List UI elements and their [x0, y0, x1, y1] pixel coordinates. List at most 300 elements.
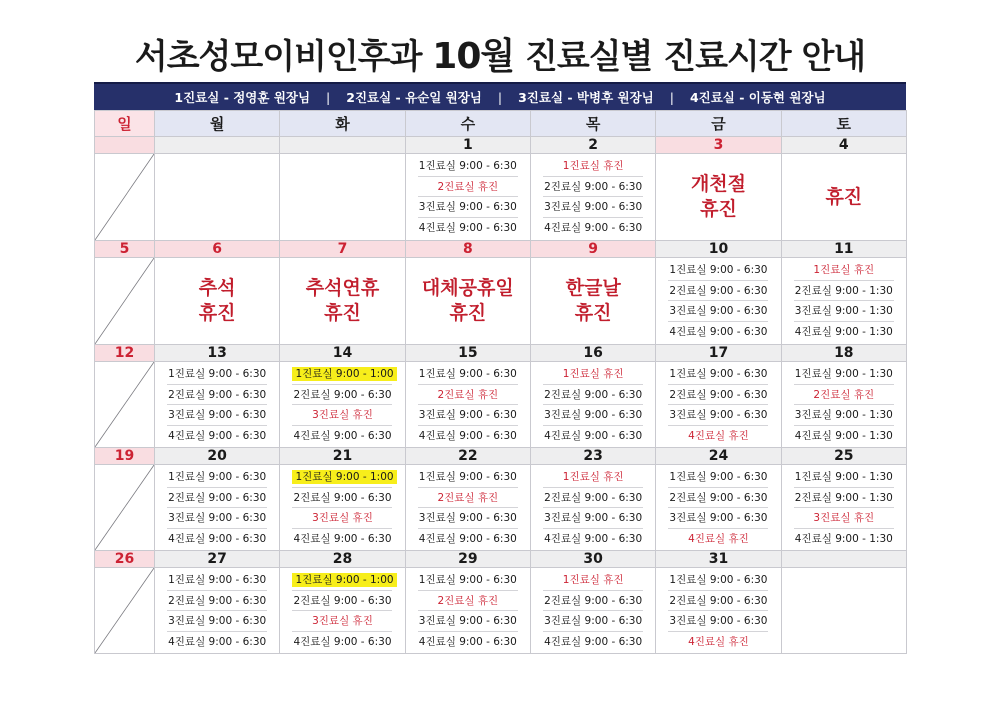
room-hours-text: 2진료실 휴진	[437, 180, 499, 193]
room-hours-line	[292, 529, 392, 550]
week-row	[95, 258, 907, 345]
room-hours-line	[794, 426, 894, 447]
room-hours-line	[794, 281, 894, 302]
room-hours-line	[167, 467, 267, 488]
room-hours-text: 1진료실 휴진	[562, 368, 624, 380]
room-hours-line	[167, 426, 267, 447]
day-cell	[405, 258, 530, 345]
day-cell	[95, 258, 155, 345]
room-hours-line	[292, 591, 392, 612]
day-number: 27	[155, 551, 280, 568]
date-number-row	[95, 448, 907, 465]
room-hours-text: 4진료실 9:00 - 6:30	[418, 221, 517, 234]
room-closed-line	[794, 385, 894, 406]
day-number: 13	[155, 345, 280, 362]
day-cell	[155, 465, 280, 551]
room-hours-text: 4진료실 9:00 - 6:30	[544, 532, 643, 545]
doctor-room-2: 2진료실 - 유순일 원장님	[346, 90, 482, 105]
holiday-text: 휴진	[198, 302, 236, 324]
day-number	[781, 551, 906, 568]
holiday-text: 휴진	[700, 198, 737, 220]
room-schedule-list	[656, 568, 780, 652]
room-hours-line	[794, 529, 894, 550]
room-hours-line	[418, 467, 518, 488]
day-cell	[405, 568, 530, 654]
room-hours-text: 1진료실 9:00 - 6:30	[168, 574, 267, 586]
room-hours-text: 4진료실 9:00 - 6:30	[544, 429, 643, 442]
day-cell	[656, 362, 781, 448]
diagonal-line	[95, 465, 154, 550]
room-hours-line	[418, 197, 518, 218]
room-hours-text: 4진료실 9:00 - 6:30	[168, 532, 267, 545]
room-hours-line	[668, 364, 768, 385]
room-hours-line	[292, 364, 392, 385]
room-hours-text: 1진료실 휴진	[562, 574, 624, 586]
week-row	[95, 465, 907, 551]
room-hours-line	[418, 508, 518, 529]
room-hours-line	[292, 426, 392, 447]
room-hours-text: 2진료실 9:00 - 6:30	[544, 491, 643, 504]
weekday-mon: 월	[155, 111, 280, 137]
room-schedule-list	[782, 465, 906, 549]
room-hours-line	[668, 570, 768, 591]
room-schedule-list	[406, 568, 530, 652]
room-hours-text: 3진료실 9:00 - 6:30	[669, 305, 768, 317]
room-hours-text: 3진료실 9:00 - 6:30	[418, 512, 517, 524]
room-hours-line	[543, 385, 643, 406]
diagonal-slash-icon	[95, 568, 154, 653]
room-hours-line	[668, 508, 768, 529]
doctor-room-1: 1진료실 - 정영훈 원장님	[174, 90, 311, 105]
day-cell	[656, 258, 781, 345]
room-hours-line	[418, 405, 518, 426]
room-hours-line	[167, 385, 267, 406]
day-number: 10	[656, 241, 781, 258]
room-hours-text: 1진료실 9:00 - 6:30	[669, 368, 768, 380]
room-hours-text: 1진료실 휴진	[813, 264, 875, 276]
room-schedule-list	[406, 362, 530, 446]
holiday-notice	[155, 258, 279, 344]
page-title	[0, 28, 1000, 79]
room-hours-text: 1진료실 9:00 - 6:30	[168, 368, 267, 380]
room-schedule-list	[280, 362, 404, 446]
room-hours-text: 2진료실 휴진	[813, 388, 875, 401]
room-hours-text: 4진료실 9:00 - 6:30	[293, 532, 392, 545]
holiday-text: 한글날	[565, 277, 621, 299]
room-closed-line	[794, 508, 894, 529]
room-schedule-list	[155, 465, 279, 549]
day-number: 15	[405, 345, 530, 362]
room-hours-text: 4진료실 9:00 - 1:30	[794, 325, 893, 338]
date-number-row	[95, 345, 907, 362]
room-hours-line	[543, 611, 643, 632]
day-number: 5	[95, 241, 155, 258]
day-number: 24	[656, 448, 781, 465]
room-hours-line	[167, 405, 267, 426]
room-hours-text: 4진료실 9:00 - 6:30	[544, 221, 643, 234]
room-hours-text: 2진료실 9:00 - 1:30	[794, 284, 893, 297]
room-hours-line	[794, 301, 894, 322]
week-row	[95, 154, 907, 241]
room-hours-text: 2진료실 9:00 - 6:30	[544, 180, 643, 193]
diagonal-slash-icon	[95, 154, 154, 240]
room-hours-line	[167, 488, 267, 509]
room-hours-text: 4진료실 9:00 - 6:30	[293, 429, 392, 442]
room-hours-text: 1진료실 9:00 - 1:00	[292, 573, 396, 587]
room-hours-text: 2진료실 휴진	[437, 491, 499, 504]
room-hours-text: 3진료실 9:00 - 6:30	[168, 512, 267, 524]
room-hours-line	[794, 488, 894, 509]
room-hours-text: 4진료실 9:00 - 1:30	[794, 532, 893, 545]
holiday-text: 개천절	[690, 173, 746, 195]
room-hours-text: 2진료실 9:00 - 6:30	[669, 388, 768, 401]
room-hours-text: 1진료실 9:00 - 1:00	[292, 367, 396, 381]
room-schedule-list	[155, 568, 279, 652]
day-number: 11	[781, 241, 906, 258]
holiday-text: 휴진	[825, 185, 863, 208]
room-hours-text: 3진료실 9:00 - 6:30	[418, 201, 517, 213]
day-number: 8	[405, 241, 530, 258]
room-hours-line	[418, 218, 518, 239]
room-hours-line	[543, 508, 643, 529]
holiday-notice	[531, 258, 655, 344]
room-hours-line	[418, 529, 518, 550]
room-hours-text: 2진료실 9:00 - 6:30	[293, 594, 392, 607]
holiday-notice	[406, 258, 530, 344]
room-hours-line	[167, 632, 267, 653]
room-hours-line	[418, 570, 518, 591]
day-cell	[155, 568, 280, 654]
holiday-text: 추석	[198, 277, 236, 299]
day-cell	[781, 568, 906, 654]
day-cell	[405, 465, 530, 551]
room-hours-text: 4진료실 9:00 - 6:30	[168, 429, 267, 442]
room-hours-text: 1진료실 9:00 - 1:00	[292, 470, 396, 484]
day-cell	[155, 258, 280, 345]
room-schedule-list	[782, 258, 906, 342]
week-row	[95, 568, 907, 654]
weekday-sun: 일	[95, 111, 155, 137]
room-hours-text: 2진료실 9:00 - 6:30	[293, 491, 392, 504]
room-hours-text: 1진료실 휴진	[562, 471, 624, 483]
weekday-wed: 수	[405, 111, 530, 137]
room-hours-text: 2진료실 9:00 - 6:30	[168, 594, 267, 607]
weekday-sat: 토	[781, 111, 906, 137]
room-hours-text: 4진료실 9:00 - 6:30	[168, 635, 267, 648]
room-schedule-list	[280, 465, 404, 549]
day-cell	[405, 154, 530, 241]
room-hours-text: 3진료실 9:00 - 6:30	[544, 512, 643, 524]
room-hours-text: 4진료실 9:00 - 1:30	[794, 429, 893, 442]
diagonal-line	[95, 362, 154, 447]
diagonal-line	[95, 568, 154, 653]
room-schedule-list	[531, 465, 655, 549]
room-hours-line	[418, 364, 518, 385]
room-hours-text: 1진료실 9:00 - 6:30	[418, 574, 517, 586]
day-number: 26	[95, 551, 155, 568]
room-hours-line	[668, 611, 768, 632]
room-schedule-list	[656, 465, 780, 549]
room-hours-text: 4진료실 9:00 - 6:30	[418, 532, 517, 545]
holiday-text: 휴진	[449, 302, 487, 324]
room-closed-line	[543, 570, 643, 591]
room-hours-text: 1진료실 9:00 - 6:30	[669, 574, 768, 586]
room-hours-text: 3진료실 휴진	[312, 409, 373, 421]
room-hours-text: 1진료실 9:00 - 6:30	[168, 471, 267, 483]
day-cell	[280, 362, 405, 448]
room-hours-text: 4진료실 휴진	[688, 635, 749, 648]
diagonal-slash-icon	[95, 465, 154, 550]
room-closed-line	[794, 260, 894, 281]
diagonal-line	[95, 154, 154, 240]
room-hours-text: 3진료실 9:00 - 1:30	[794, 305, 893, 317]
room-hours-text: 1진료실 9:00 - 6:30	[418, 368, 517, 380]
separator: |	[326, 89, 331, 105]
day-number: 21	[280, 448, 405, 465]
weekday-fri: 금	[656, 111, 781, 137]
title-suffix: 진료실별 진료시간 안내	[525, 37, 866, 77]
day-cell	[95, 362, 155, 448]
room-schedule-list	[280, 568, 404, 652]
day-cell	[95, 568, 155, 654]
room-hours-line	[167, 529, 267, 550]
room-closed-line	[543, 467, 643, 488]
room-hours-line	[668, 405, 768, 426]
day-number: 1	[405, 137, 530, 154]
room-schedule-list	[531, 568, 655, 652]
diagonal-slash-icon	[95, 362, 154, 447]
room-hours-text: 4진료실 9:00 - 6:30	[544, 635, 643, 648]
room-closed-line	[668, 426, 768, 447]
day-cell	[155, 154, 280, 241]
room-schedule-list	[531, 362, 655, 446]
room-hours-line	[668, 260, 768, 281]
diagonal-slash-icon	[95, 258, 154, 344]
room-schedule-list	[155, 362, 279, 446]
day-cell	[280, 465, 405, 551]
room-closed-line	[292, 508, 392, 529]
room-hours-line	[292, 488, 392, 509]
room-schedule-list	[406, 465, 530, 549]
room-hours-text: 1진료실 9:00 - 6:30	[669, 471, 768, 483]
room-hours-line	[292, 632, 392, 653]
room-hours-line	[794, 322, 894, 343]
room-hours-text: 3진료실 9:00 - 6:30	[669, 409, 768, 421]
room-hours-text: 1진료실 9:00 - 6:30	[418, 471, 517, 483]
day-number: 12	[95, 345, 155, 362]
day-cell	[530, 258, 655, 345]
room-hours-text: 2진료실 휴진	[437, 594, 499, 607]
calendar-body	[95, 137, 907, 654]
day-number: 23	[530, 448, 655, 465]
room-hours-line	[543, 426, 643, 447]
day-number: 16	[530, 345, 655, 362]
room-schedule-list	[656, 362, 780, 446]
room-hours-line	[668, 281, 768, 302]
room-hours-text: 2진료실 9:00 - 6:30	[544, 594, 643, 607]
day-number: 2	[530, 137, 655, 154]
day-number: 30	[530, 551, 655, 568]
day-cell	[781, 465, 906, 551]
room-hours-text: 2진료실 9:00 - 6:30	[669, 594, 768, 607]
room-hours-text: 2진료실 9:00 - 6:30	[293, 388, 392, 401]
room-hours-line	[543, 529, 643, 550]
room-hours-line	[668, 322, 768, 343]
room-closed-line	[418, 591, 518, 612]
room-hours-line	[292, 570, 392, 591]
day-number: 14	[280, 345, 405, 362]
holiday-notice	[656, 154, 780, 240]
room-hours-line	[543, 405, 643, 426]
room-hours-text: 3진료실 9:00 - 6:30	[544, 615, 643, 627]
day-number: 3	[656, 137, 781, 154]
room-hours-line	[167, 611, 267, 632]
room-hours-text: 1진료실 9:00 - 1:30	[794, 368, 893, 380]
day-cell	[95, 465, 155, 551]
day-number: 9	[530, 241, 655, 258]
room-hours-text: 3진료실 9:00 - 6:30	[669, 615, 768, 627]
room-closed-line	[418, 385, 518, 406]
room-hours-line	[167, 570, 267, 591]
room-hours-text: 3진료실 휴진	[312, 512, 373, 524]
day-number	[95, 137, 155, 154]
day-number: 25	[781, 448, 906, 465]
room-hours-line	[543, 177, 643, 198]
room-closed-line	[418, 177, 518, 198]
doctor-room-3: 3진료실 - 박병후 원장님	[518, 90, 654, 105]
room-hours-text: 2진료실 9:00 - 6:30	[669, 284, 768, 297]
room-hours-line	[668, 301, 768, 322]
room-hours-line	[668, 488, 768, 509]
week-row	[95, 362, 907, 448]
weekday-thu: 목	[530, 111, 655, 137]
day-cell	[656, 568, 781, 654]
separator: |	[497, 89, 503, 105]
room-schedule-list	[782, 362, 906, 446]
date-number-row	[95, 137, 907, 154]
holiday-notice	[782, 154, 906, 240]
day-cell	[656, 465, 781, 551]
calendar-table	[94, 110, 907, 654]
diagonal-line	[95, 258, 154, 344]
holiday-text: 휴진	[324, 302, 361, 324]
day-cell	[781, 362, 906, 448]
room-hours-text: 3진료실 휴진	[813, 512, 875, 524]
day-cell	[781, 258, 906, 345]
room-hours-text: 3진료실 9:00 - 6:30	[168, 615, 267, 627]
day-number: 29	[405, 551, 530, 568]
holiday-text: 추석연휴	[305, 277, 380, 299]
room-hours-text: 2진료실 9:00 - 6:30	[669, 491, 768, 504]
day-cell	[656, 154, 781, 241]
room-schedule-list	[531, 154, 655, 238]
room-closed-line	[292, 611, 392, 632]
room-closed-line	[418, 488, 518, 509]
doctor-room-4: 4진료실 - 이동현 원장님	[689, 90, 826, 105]
room-hours-text: 3진료실 9:00 - 6:30	[544, 201, 643, 213]
day-number: 6	[155, 241, 280, 258]
room-hours-text: 1진료실 9:00 - 6:30	[669, 264, 768, 276]
room-hours-text: 1진료실 휴진	[562, 160, 624, 172]
room-hours-line	[668, 467, 768, 488]
room-hours-line	[794, 364, 894, 385]
room-hours-text: 4진료실 휴진	[688, 532, 749, 545]
room-hours-text: 3진료실 9:00 - 6:30	[168, 409, 267, 421]
room-hours-line	[418, 611, 518, 632]
day-cell	[530, 568, 655, 654]
doctor-banner	[94, 82, 906, 110]
room-closed-line	[543, 156, 643, 177]
day-number: 18	[781, 345, 906, 362]
room-hours-text: 3진료실 9:00 - 6:30	[418, 615, 517, 627]
room-hours-line	[418, 156, 518, 177]
day-cell	[280, 154, 405, 241]
date-number-row	[95, 241, 907, 258]
title-clinic: 서초성모이비인후과	[134, 37, 422, 77]
room-hours-line	[543, 632, 643, 653]
room-hours-line	[167, 364, 267, 385]
room-hours-line	[418, 632, 518, 653]
room-hours-line	[543, 197, 643, 218]
room-hours-line	[418, 426, 518, 447]
day-number: 31	[656, 551, 781, 568]
room-hours-line	[543, 488, 643, 509]
day-cell	[280, 258, 405, 345]
room-schedule-list	[406, 154, 530, 238]
room-hours-line	[292, 385, 392, 406]
day-number: 20	[155, 448, 280, 465]
date-number-row	[95, 551, 907, 568]
room-schedule-list	[656, 258, 780, 342]
day-number: 22	[405, 448, 530, 465]
room-closed-line	[668, 529, 768, 550]
day-number: 7	[280, 241, 405, 258]
room-hours-text: 3진료실 휴진	[312, 615, 373, 627]
room-hours-text: 1진료실 9:00 - 1:30	[794, 471, 893, 483]
weekday-tue: 화	[280, 111, 405, 137]
room-hours-text: 4진료실 9:00 - 6:30	[293, 635, 392, 648]
day-number: 17	[656, 345, 781, 362]
room-hours-line	[543, 218, 643, 239]
room-hours-text: 4진료실 9:00 - 6:30	[669, 325, 768, 338]
room-hours-text: 3진료실 9:00 - 6:30	[544, 409, 643, 421]
day-number	[280, 137, 405, 154]
weekday-header	[95, 111, 907, 137]
room-hours-text: 4진료실 휴진	[688, 429, 749, 442]
room-hours-line	[794, 405, 894, 426]
room-hours-text: 3진료실 9:00 - 1:30	[794, 409, 893, 421]
holiday-text: 대체공휴일	[421, 277, 514, 299]
room-hours-text: 2진료실 9:00 - 6:30	[168, 388, 267, 401]
room-hours-text: 2진료실 9:00 - 6:30	[168, 491, 267, 504]
room-hours-line	[668, 591, 768, 612]
room-hours-text: 1진료실 9:00 - 6:30	[418, 160, 517, 172]
day-cell	[530, 465, 655, 551]
room-hours-line	[167, 591, 267, 612]
room-hours-text: 4진료실 9:00 - 6:30	[418, 635, 517, 648]
room-hours-line	[668, 385, 768, 406]
room-hours-line	[543, 591, 643, 612]
day-cell	[95, 154, 155, 241]
room-closed-line	[543, 364, 643, 385]
day-number: 28	[280, 551, 405, 568]
day-cell	[781, 154, 906, 241]
day-cell	[155, 362, 280, 448]
room-closed-line	[668, 632, 768, 653]
room-hours-text: 2진료실 휴진	[437, 388, 499, 401]
day-cell	[280, 568, 405, 654]
day-cell	[405, 362, 530, 448]
